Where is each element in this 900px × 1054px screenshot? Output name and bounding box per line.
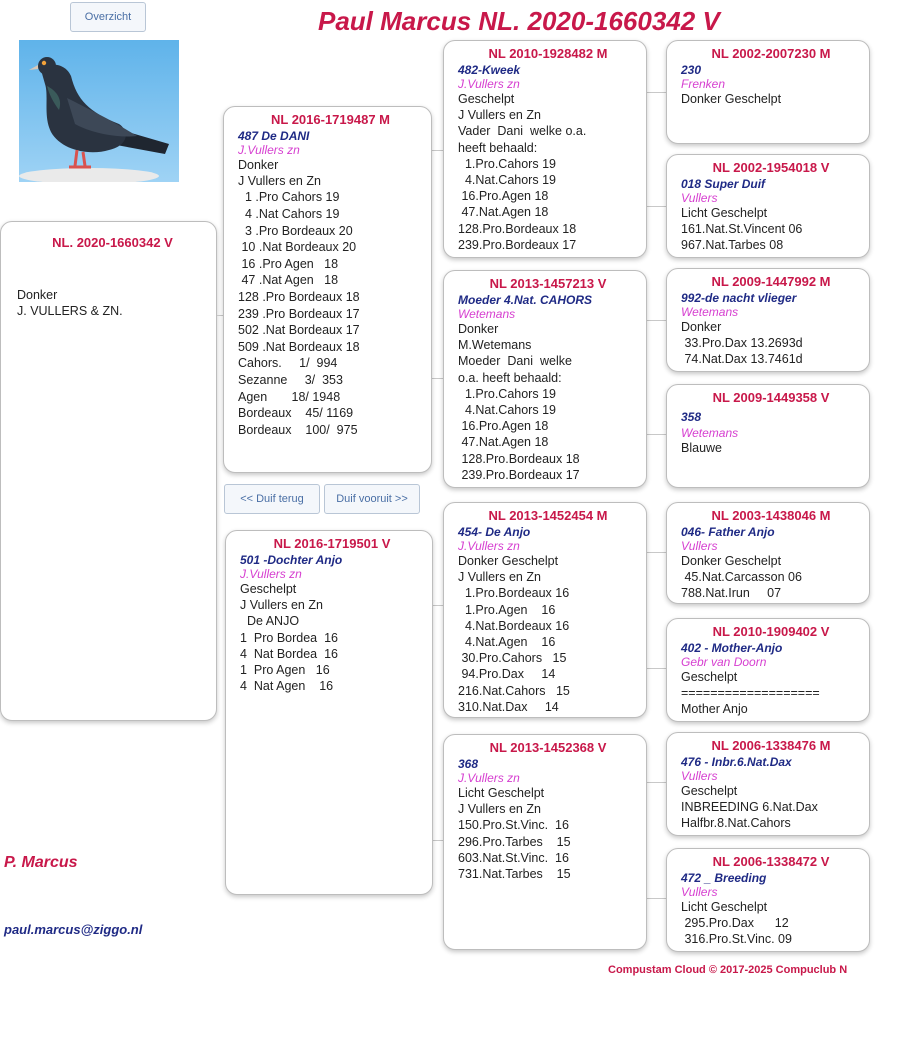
father-line: J Vullers en Zn [238,174,321,189]
ff-line: 239.Pro.Bordeaux 17 [458,237,577,252]
mmf-card[interactable] [666,732,870,836]
mm-line: J Vullers en Zn [458,802,541,817]
next-pigeon-button[interactable]: Duif vooruit >> [324,484,420,514]
father-line: Bordeaux 100/ 975 [238,422,358,437]
owner-email-link[interactable]: paul.marcus@ziggo.nl [4,922,143,937]
mf-line: Donker Geschelpt [458,554,559,568]
father-line: 10 .Nat Bordeaux 20 [238,240,357,255]
ff-line: 128.Pro.Bordeaux 18 [458,221,577,236]
mmm-line: 316.Pro.St.Vinc. 09 [681,932,792,947]
ffm-breeder: Vullers [681,191,718,205]
mother-ring: NL 2016-1719501 V [273,536,391,551]
fmm-line: Blauwe [681,441,722,455]
father-line: 509 .Nat Bordeaux 18 [238,339,360,354]
mmm-ring: NL 2006-1338472 V [712,854,830,869]
connector [646,668,666,669]
mmf-line: Halfbr.8.Nat.Cahors [681,816,791,831]
mother-breeder: J.Vullers zn [240,567,302,581]
father-line: Sezanne 3/ 353 [238,372,343,387]
father-line: Agen 18/ 1948 [238,389,341,404]
mother-card[interactable] [225,530,433,895]
mf-line: 1.Pro.Agen 16 [458,602,556,617]
father-card[interactable] [223,106,432,473]
subject-card[interactable] [0,221,217,721]
mother-mother-card[interactable] [443,734,647,950]
father-line: 1 .Pro Cahors 19 [238,190,340,205]
fmf-breeder: Wetemans [681,305,739,319]
fm-line: 4.Nat.Cahors 19 [458,403,556,418]
mf-breeder: J.Vullers zn [458,539,520,553]
connector [646,782,666,783]
mff-card[interactable] [666,502,870,604]
ff-line: J Vullers en Zn [458,108,541,123]
mf-ring: NL 2013-1452454 M [488,508,608,523]
mother-name: 501 -Dochter Anjo [240,553,343,567]
father-line: Bordeaux 45/ 1169 [238,406,354,421]
fff-breeder: Frenken [681,77,726,91]
father-line: 3 .Pro Bordeaux 20 [238,223,353,238]
subject-line: J. VULLERS & ZN. [17,304,123,319]
fmm-name: 358 [681,410,702,424]
mf-line: 310.Nat.Dax 14 [458,699,559,714]
connector [646,898,666,899]
mfm-card[interactable] [666,618,870,722]
mf-line: 94.Pro.Dax 14 [458,667,556,682]
father-ring: NL 2016-1719487 M [270,112,390,127]
fmf-line: Donker [681,320,722,334]
mf-line: 1.Pro.Bordeaux 16 [458,586,570,601]
fmm-card[interactable] [666,384,870,488]
footer-copyright: Compustam Cloud © 2017-2025 Compuclub N [608,964,848,976]
mmf-ring: NL 2006-1338476 M [711,738,831,753]
fm-line: 16.Pro.Agen 18 [458,419,549,434]
mother-line: 4 Nat Bordea 16 [240,646,338,661]
mmf-line: Geschelpt [681,784,738,798]
mfm-line: Geschelpt [681,670,738,684]
connector [431,378,443,379]
fff-name: 230 [681,63,702,77]
father-breeder: J.Vullers zn [238,143,300,157]
ff-line: Vader Dani welke o.a. [458,124,587,139]
ff-line: heeft behaald: [458,140,538,155]
fm-line: 1.Pro.Cahors 19 [458,386,556,401]
subject-line: Donker [17,288,58,302]
fm-line: o.a. heeft behaald: [458,370,562,385]
mother-line: J Vullers en Zn [240,598,323,613]
father-line: 128 .Pro Bordeaux 18 [238,289,360,304]
father-line: 47 .Nat Agen 18 [238,273,339,288]
mmm-line: 295.Pro.Dax 12 [681,916,789,931]
mmm-card[interactable] [666,848,870,952]
ff-line: 4.Nat.Cahors 19 [458,173,556,188]
pigeon-photo [19,40,179,182]
fff-ring: NL 2002-2007230 M [711,46,831,61]
mff-ring: NL 2003-1438046 M [711,508,831,523]
fmm-ring: NL 2009-1449358 V [712,390,830,405]
ff-ring: NL 2010-1928482 M [488,46,608,61]
father-father-card[interactable] [443,40,647,258]
ffm-name: 018 Super Duif [681,177,766,191]
connector [431,150,443,151]
ffm-line: Licht Geschelpt [681,206,768,220]
connector [433,605,443,606]
father-line: 239 .Pro Bordeaux 17 [238,306,360,321]
mfm-line: =================== [681,686,820,701]
father-name: 487 De DANI [238,129,310,143]
fmf-card[interactable] [666,268,870,372]
fmf-ring: NL 2009-1447992 M [711,274,831,289]
mm-ring: NL 2013-1452368 V [489,740,607,755]
connector [646,320,666,321]
fmf-name: 992-de nacht vlieger [681,291,797,305]
fm-ring: NL 2013-1457213 V [489,276,607,291]
fm-line: Moeder Dani welke [458,354,572,369]
mm-line: 731.Nat.Tarbes 15 [458,867,571,882]
father-line: Cahors. 1/ 994 [238,356,338,371]
ffm-card[interactable] [666,154,870,258]
connector [646,552,666,553]
mfm-name: 402 - Mother-Anjo [681,641,783,655]
mmf-breeder: Vullers [681,769,718,783]
father-line: 4 .Nat Cahors 19 [238,207,340,221]
mff-line: 788.Nat.Irun 07 [681,586,782,601]
ff-line: 16.Pro.Agen 18 [458,189,549,204]
previous-pigeon-button[interactable]: << Duif terug [224,484,320,514]
mff-name: 046- Father Anjo [681,525,775,539]
fm-breeder: Wetemans [458,307,516,321]
mmm-breeder: Vullers [681,885,718,899]
fmm-breeder: Wetemans [681,426,739,440]
ff-line: 1.Pro.Cahors 19 [458,156,556,171]
father-mother-card[interactable] [443,270,647,488]
mmf-line: INBREEDING 6.Nat.Dax [681,800,818,815]
mm-line: 150.Pro.St.Vinc. 16 [458,818,569,833]
mother-father-card[interactable] [443,502,647,718]
ff-breeder: J.Vullers zn [458,77,520,91]
ff-line: 47.Nat.Agen 18 [458,205,549,220]
mm-line: 603.Nat.St.Vinc. 16 [458,850,569,865]
mf-line: 216.Nat.Cahors 15 [458,683,570,698]
fm-line: M.Wetemans [458,338,532,353]
mf-line: 30.Pro.Cahors 15 [458,651,567,666]
mm-name: 368 [458,757,479,771]
father-line: 502 .Nat Bordeaux 17 [238,323,360,338]
mff-line: 45.Nat.Carcasson 06 [681,570,802,585]
ffm-ring: NL 2002-1954018 V [712,160,830,175]
mf-line: 4.Nat.Bordeaux 16 [458,618,570,633]
mother-line: 1 Pro Bordea 16 [240,630,338,645]
mff-line: Donker Geschelpt [681,554,782,568]
mff-breeder: Vullers [681,539,718,553]
owner-name: P. Marcus [4,854,78,871]
father-line: Donker [238,158,279,172]
connector [433,840,443,841]
mother-line: 1 Pro Agen 16 [240,663,330,678]
fm-line: Donker [458,322,499,336]
mfm-ring: NL 2010-1909402 V [712,624,830,639]
fff-line: Donker Geschelpt [681,92,782,106]
connector [646,92,666,93]
subject-ring: NL. 2020-1660342 V [52,235,173,250]
mm-line: Licht Geschelpt [458,786,545,800]
ff-line: Geschelpt [458,92,515,106]
mother-line: De ANJO [240,614,300,629]
overview-button[interactable]: Overzicht [70,2,146,32]
mfm-breeder: Gebr van Doorn [681,655,767,669]
ff-name: 482-Kweek [458,63,521,77]
ffm-line: 967.Nat.Tarbes 08 [681,238,784,253]
mmm-name: 472 _ Breeding [681,871,767,885]
connector [646,206,666,207]
connector [646,434,666,435]
mf-line: 4.Nat.Agen 16 [458,635,556,650]
ffm-line: 161.Nat.St.Vincent 06 [681,222,803,237]
fm-line: 128.Pro.Bordeaux 18 [458,451,580,466]
mfm-line: Mother Anjo [681,702,748,717]
mm-line: 296.Pro.Tarbes 15 [458,834,571,849]
fm-line: 47.Nat.Agen 18 [458,435,549,450]
mother-line: 4 Nat Agen 16 [240,679,334,694]
mmf-name: 476 - Inbr.6.Nat.Dax [681,755,792,769]
mother-line: Geschelpt [240,582,297,596]
page-title: Paul Marcus NL. 2020-1660342 V [318,6,720,36]
mmm-line: Licht Geschelpt [681,900,768,914]
fm-line: 239.Pro.Bordeaux 17 [458,467,580,482]
mf-line: J Vullers en Zn [458,570,541,585]
father-line: 16 .Pro Agen 18 [238,256,339,271]
mf-name: 454- De Anjo [458,525,531,539]
mm-breeder: J.Vullers zn [458,771,520,785]
fm-name: Moeder 4.Nat. CAHORS [458,293,593,307]
fff-card[interactable] [666,40,870,144]
fmf-line: 74.Nat.Dax 13.7461d [681,352,803,367]
fmf-line: 33.Pro.Dax 13.2693d [681,336,803,351]
